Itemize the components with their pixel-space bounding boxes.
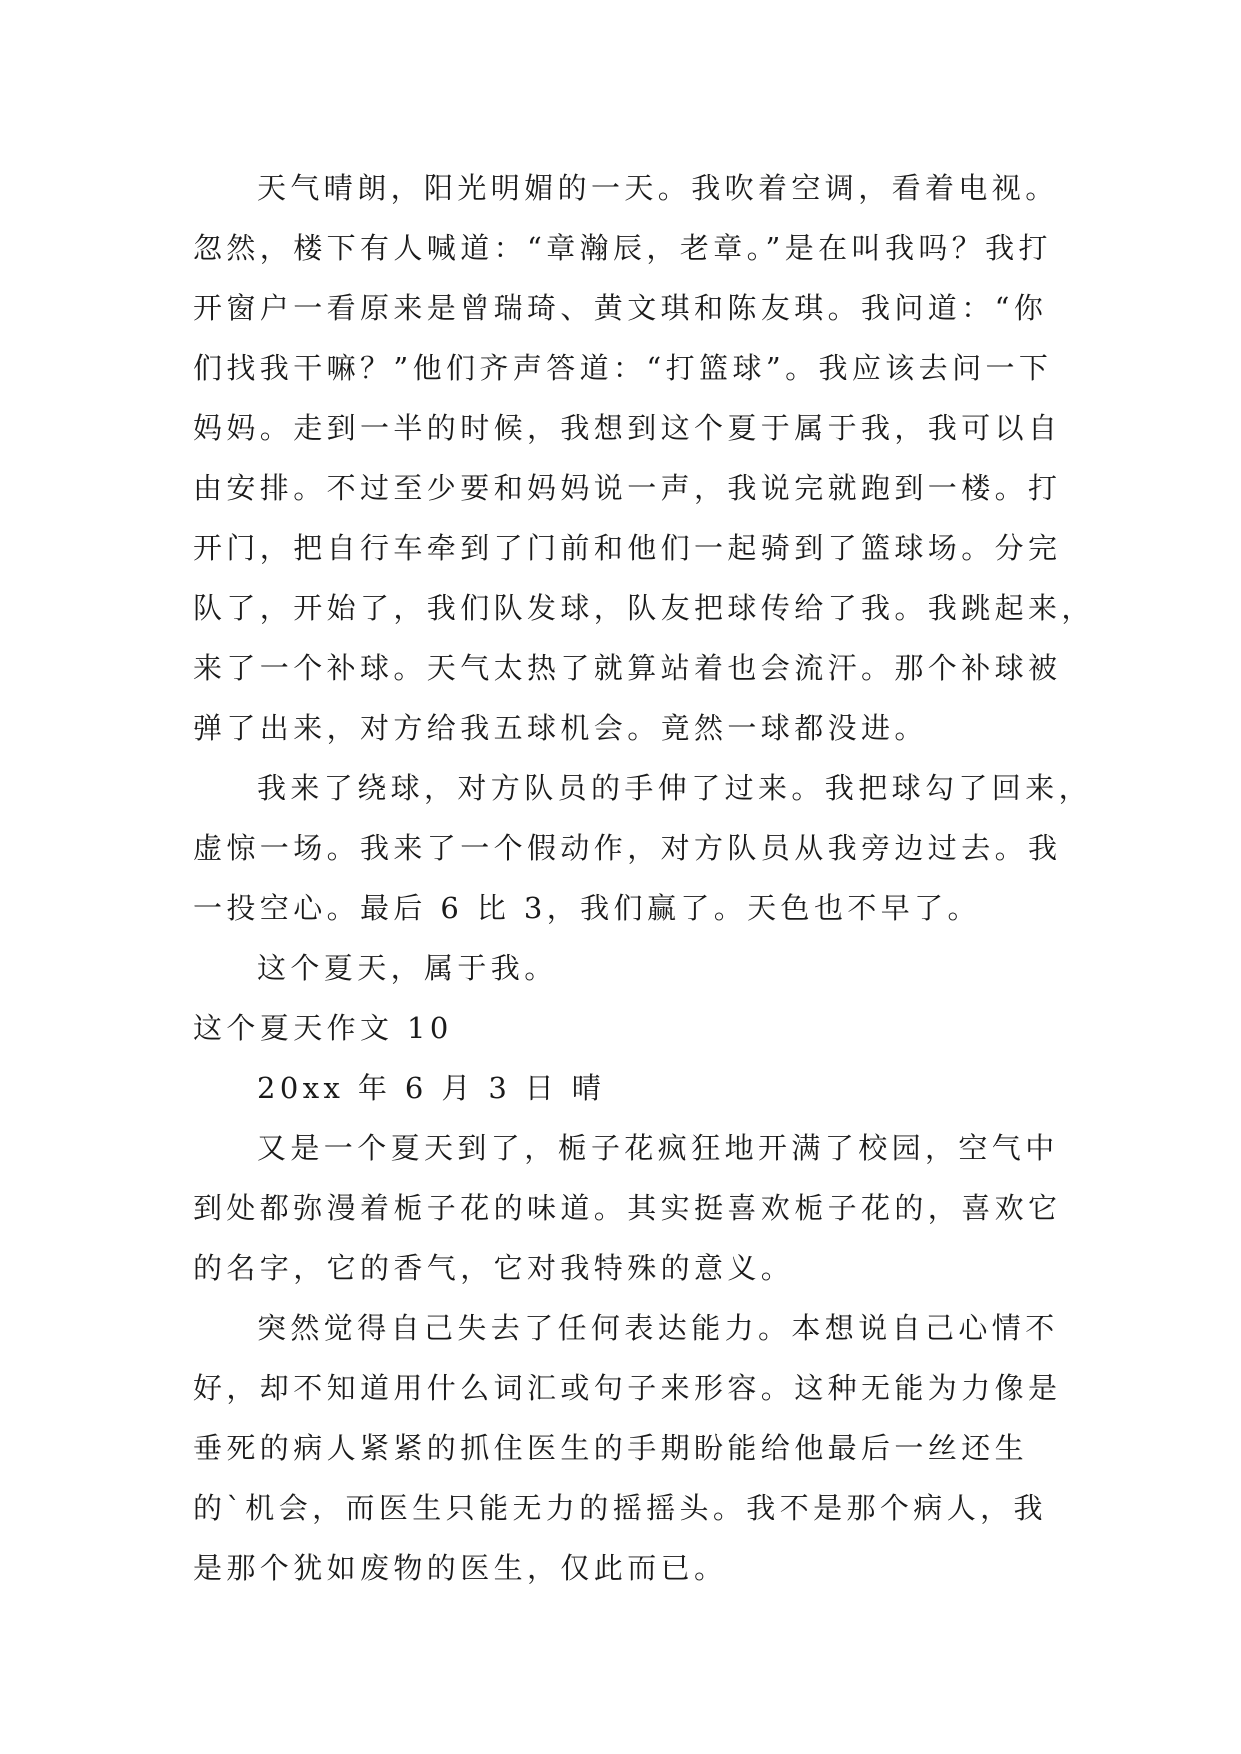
text-line: 好，却不知道用什么词汇或句子来形容。这种无能为力像是 bbox=[193, 1371, 1062, 1405]
text-line: 来了一个补球。天气太热了就算站着也会流汗。那个补球被 bbox=[193, 651, 1062, 685]
text-line: 开门，把自行车牵到了门前和他们一起骑到了篮球场。分完 bbox=[193, 531, 1062, 565]
text-line: 又是一个夏天到了，栀子花疯狂地开满了校园，空气中 bbox=[257, 1131, 1059, 1165]
text-line: 到处都弥漫着栀子花的味道。其实挺喜欢栀子花的，喜欢它 bbox=[193, 1191, 1062, 1225]
text-line: 我来了绕球，对方队员的手伸了过来。我把球勾了回来， bbox=[257, 771, 1093, 805]
text-line: 是那个犹如废物的医生，仅此而已。 bbox=[193, 1551, 728, 1585]
text-line: 的`机会，而医生只能无力的摇摇头。我不是那个病人，我 bbox=[193, 1491, 1047, 1525]
text-line: 的名字，它的香气，它对我特殊的意义。 bbox=[193, 1251, 795, 1285]
text-line: 妈妈。走到一半的时候，我想到这个夏于属于我，我可以自 bbox=[193, 411, 1062, 445]
text-line: 队了，开始了，我们队发球，队友把球传给了我。我跳起来， bbox=[193, 591, 1095, 625]
text-line: 突然觉得自己失去了任何表达能力。本想说自己心情不 bbox=[257, 1311, 1059, 1345]
text-line: 忽然，楼下有人喊道：“章瀚辰，老章。”是在叫我吗？我打 bbox=[193, 231, 1052, 265]
text-line: 天气晴朗，阳光明媚的一天。我吹着空调，看着电视。 bbox=[257, 171, 1059, 205]
text-line: 一投空心。最后 6 比 3，我们赢了。天色也不早了。 bbox=[193, 891, 981, 925]
text-line: 开窗户一看原来是曾瑞琦、黄文琪和陈友琪。我问道：“你 bbox=[193, 291, 1048, 325]
section-heading: 这个夏天作文 10 bbox=[193, 1011, 453, 1045]
text-line: 弹了出来，对方给我五球机会。竟然一球都没进。 bbox=[193, 711, 928, 745]
text-line: 由安排。不过至少要和妈妈说一声，我说完就跑到一楼。打 bbox=[193, 471, 1062, 505]
text-line: 虚惊一场。我来了一个假动作，对方队员从我旁边过去。我 bbox=[193, 831, 1062, 865]
text-line: 们找我干嘛？”他们齐声答道：“打篮球”。我应该去问一下 bbox=[193, 351, 1053, 385]
date-line: 20xx 年 6 月 3 日 晴 bbox=[257, 1071, 606, 1105]
text-line: 这个夏天，属于我。 bbox=[257, 951, 558, 985]
text-line: 垂死的病人紧紧的抓住医生的手期盼能给他最后一丝还生 bbox=[193, 1431, 1029, 1465]
